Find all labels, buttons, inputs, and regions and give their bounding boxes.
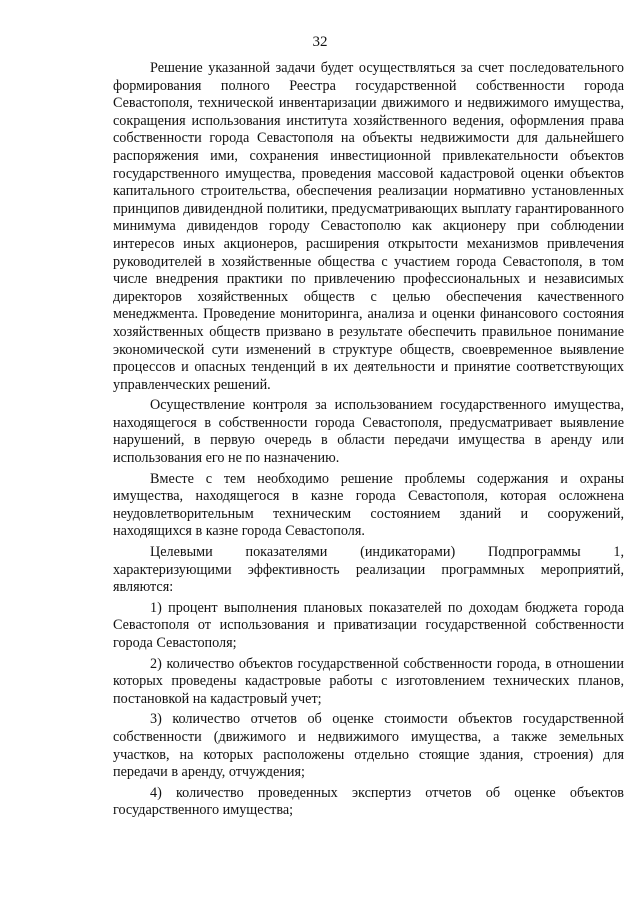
paragraph-property-maintenance: Вместе с тем необходимо решение проблемы содержания и охраны имущества, находящегося в казне города Севастополя, которая осложнена неудовлетворительным техническим состоянием зданий и сооружений, находящихся в казне города Севастополя. [113,470,624,540]
paragraph-control: Осуществление контроля за использованием государственного имущества, находящегося в собственности города Севастополя, предусматривает выявление нарушений, в первую очередь в области передачи имущества в аренду или использования его не по назначению. [113,397,624,467]
list-item-indicator-2: 2) количество объектов государственной собственности города, в отношении которых проведены кадастровые работы с изготовлением технических планов, постановкой на кадастровый учет; [113,655,624,707]
page-number: 32 [312,34,328,50]
paragraph-solution-measures: Решение указанной задачи будет осуществляться за счет последовательного формирования полного Реестра государственной собственности города Севастополя, технической инвентаризации движимого и недвижимого имущества, сокращения использования института хозяйственного ведения, оформления права собственности города Севастополя на объекты недвижимости для дальнейшего распоряжения ими, сохранения инвестиционной привлекательности объектов государственного имущества, проведения массовой кадастровой оценки объектов капитального строительства, обеспечения реализации нормативно установленных принципов дивидендной политики, предусматривающих выплату гарантированного минимума дивидендов городу Севастополю как акционеру при соблюдении интересов иных акционеров, расширения открытости механизмов привлечения руководителей в хозяйственные общества с участием города Севастополя, в том числе внедрения практики по привлечению профессиональных и независимых директоров хозяйственных обществ с целью обеспечения качественного менеджмента. Проведение мониторинга, анализа и оценки финансового состояния хозяйственных обществ призвано в результате обеспечить правильное понимание экономической сути изменений в структуре обществ, своевременное выявление процессов и опасных тенденций в их деятельности и принятие соответствующих управленческих решений. [113,60,624,393]
document-body [113,60,624,823]
list-item-indicator-1: 1) процент выполнения плановых показателей по доходам бюджета города Севастополя от использования и приватизации государственной собственности города Севастополя; [113,599,624,651]
paragraph-target-indicators-intro: Целевыми показателями (индикаторами) Подпрограммы 1, характеризующими эффективность реализации программных мероприятий, являются: [113,544,624,596]
list-item-indicator-4: 4) количество проведенных экспертиз отчетов об оценке объектов государственного имущества; [113,784,624,819]
list-item-indicator-3: 3) количество отчетов об оценке стоимости объектов государственной собственности (движимого и недвижимого имущества, а также земельных участков, на которых расположены отдельно стоящие здания, строения) для передачи в аренду, отчуждения; [113,711,624,781]
